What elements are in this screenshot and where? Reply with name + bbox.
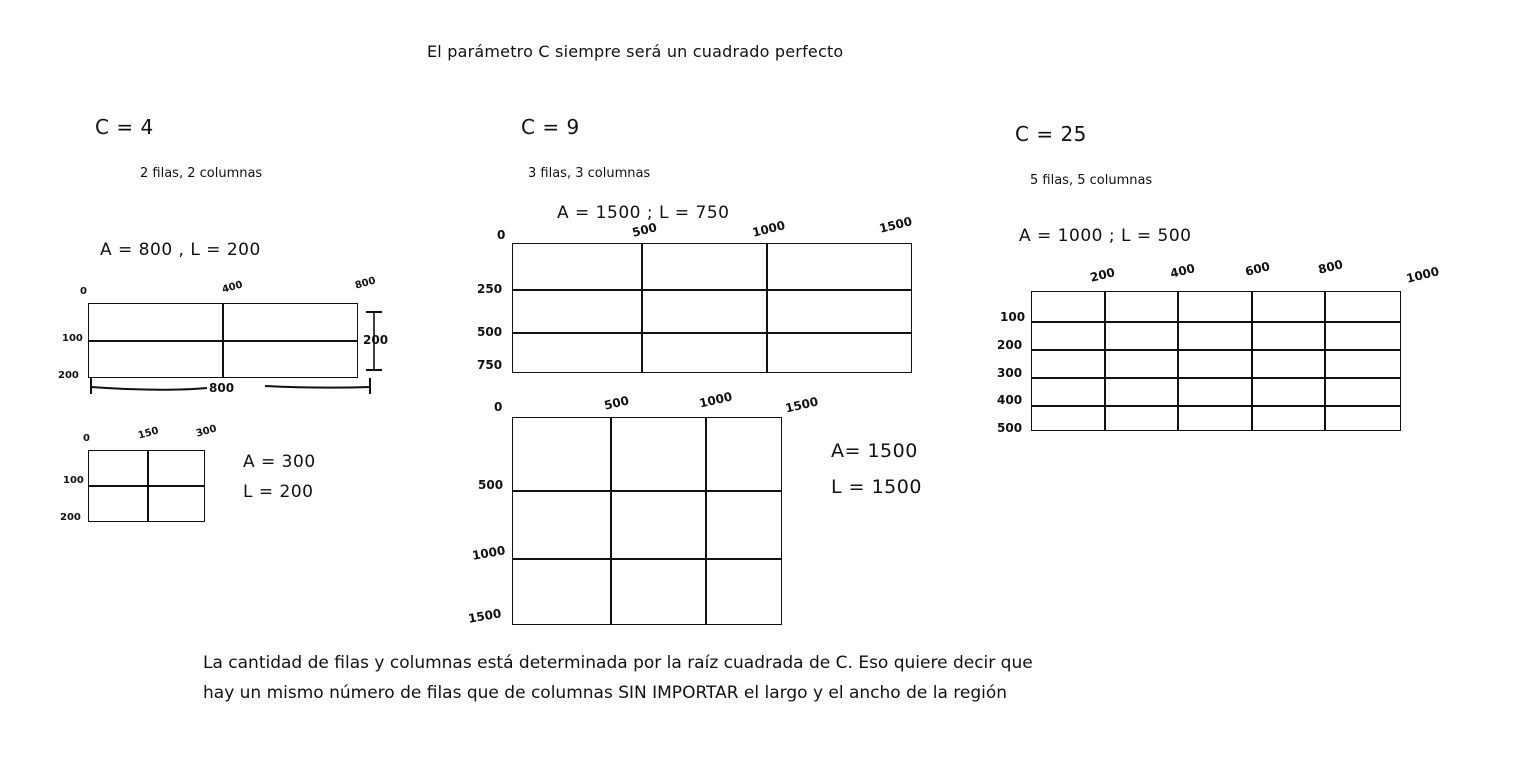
height-label-c4: 200 [363, 333, 389, 347]
grid-hline [513, 289, 911, 291]
grid-c9-square [512, 417, 782, 625]
xtick-c9-wide-3: 1500 [877, 214, 914, 236]
xtick-c4-small-2: 300 [194, 423, 218, 440]
grid-vline [766, 244, 768, 372]
case-label-c9: C = 9 [521, 115, 580, 139]
case-sublabel-c9: 3 filas, 3 columnas [528, 166, 651, 181]
xtick-c4-big-2: 800 [353, 275, 377, 292]
xtick-c25-5: 1000 [1404, 264, 1441, 286]
formula-c4-big: A = 800 , L = 200 [100, 240, 261, 260]
xtick-c9-square-1: 500 [602, 393, 631, 413]
ytick-c9-wide-2: 500 [477, 325, 503, 339]
xtick-c9-wide-1: 500 [630, 220, 659, 240]
xtick-c25-4: 800 [1316, 257, 1345, 277]
ytick-c9-square-3: 1500 [467, 606, 503, 626]
grid-vline [610, 418, 612, 624]
grid-hline [89, 485, 204, 487]
xtick-c4-small-1: 150 [136, 425, 160, 442]
ytick-c4-big-1: 200 [58, 370, 79, 381]
xtick-c9-wide-0: 0 [497, 228, 506, 242]
width-label-c4: 800 [209, 381, 235, 395]
ytick-c4-small-1: 200 [60, 512, 81, 523]
ytick-c4-big-0: 100 [62, 333, 83, 344]
xtick-c25-1: 200 [1088, 265, 1117, 285]
formula-a-c4-small: A = 300 [243, 452, 316, 472]
grid-vline [1324, 292, 1326, 430]
formula-a-c9-square: A= 1500 [831, 440, 918, 462]
grid-vline [1251, 292, 1253, 430]
grid-hline [513, 490, 781, 492]
xtick-c9-square-3: 1500 [783, 394, 820, 416]
xtick-c9-wide-2: 1000 [750, 218, 787, 240]
ytick-c25-2: 300 [997, 366, 1023, 380]
formula-l-c4-small: L = 200 [243, 482, 314, 502]
ytick-c25-4: 500 [997, 421, 1023, 435]
ytick-c4-small-0: 100 [63, 475, 84, 486]
case-sublabel-c25: 5 filas, 5 columnas [1030, 173, 1153, 188]
ytick-c9-square-1: 500 [478, 478, 504, 492]
footer-line-1: La cantidad de filas y columnas está determinada por la raíz cuadrada de C. Eso quiere decir que [203, 653, 1033, 673]
formula-l-c9-square: L = 1500 [831, 476, 922, 498]
ytick-c25-0: 100 [1000, 310, 1026, 324]
grid-hline [1032, 405, 1400, 407]
ytick-c25-1: 200 [997, 338, 1023, 352]
ytick-c9-square-2: 1000 [471, 543, 507, 563]
grid-vline [705, 418, 707, 624]
page-title: El parámetro C siempre será un cuadrado perfecto [427, 42, 844, 61]
formula-c25: A = 1000 ; L = 500 [1019, 226, 1192, 246]
grid-c9-wide [512, 243, 912, 373]
grid-c4-big [88, 303, 358, 378]
grid-hline [513, 558, 781, 560]
grid-c4-small [88, 450, 205, 522]
xtick-c4-big-1: 400 [220, 279, 244, 296]
grid-hline [1032, 321, 1400, 323]
case-sublabel-c4: 2 filas, 2 columnas [140, 166, 263, 181]
ytick-c9-wide-3: 750 [477, 358, 503, 372]
footer-line-2: hay un mismo número de filas que de columnas SIN IMPORTAR el largo y el ancho de la región [203, 683, 1008, 703]
xtick-c9-square-2: 1000 [697, 389, 734, 411]
grid-hline [1032, 349, 1400, 351]
grid-vline [1104, 292, 1106, 430]
ytick-c25-3: 400 [997, 393, 1023, 407]
xtick-c4-small-0: 0 [83, 433, 90, 444]
xtick-c9-square-0: 0 [494, 400, 503, 414]
case-label-c25: C = 25 [1015, 122, 1087, 146]
xtick-c4-big-0: 0 [80, 286, 87, 297]
case-label-c4: C = 4 [95, 115, 154, 139]
ytick-c9-wide-1: 250 [477, 282, 503, 296]
xtick-c25-3: 600 [1243, 259, 1272, 279]
grid-vline [1177, 292, 1179, 430]
formula-c9-wide: A = 1500 ; L = 750 [557, 203, 730, 223]
grid-hline [513, 332, 911, 334]
grid-vline [641, 244, 643, 372]
xtick-c25-2: 400 [1168, 261, 1197, 281]
grid-hline [1032, 377, 1400, 379]
grid-hline [89, 340, 357, 342]
grid-c25 [1031, 291, 1401, 431]
